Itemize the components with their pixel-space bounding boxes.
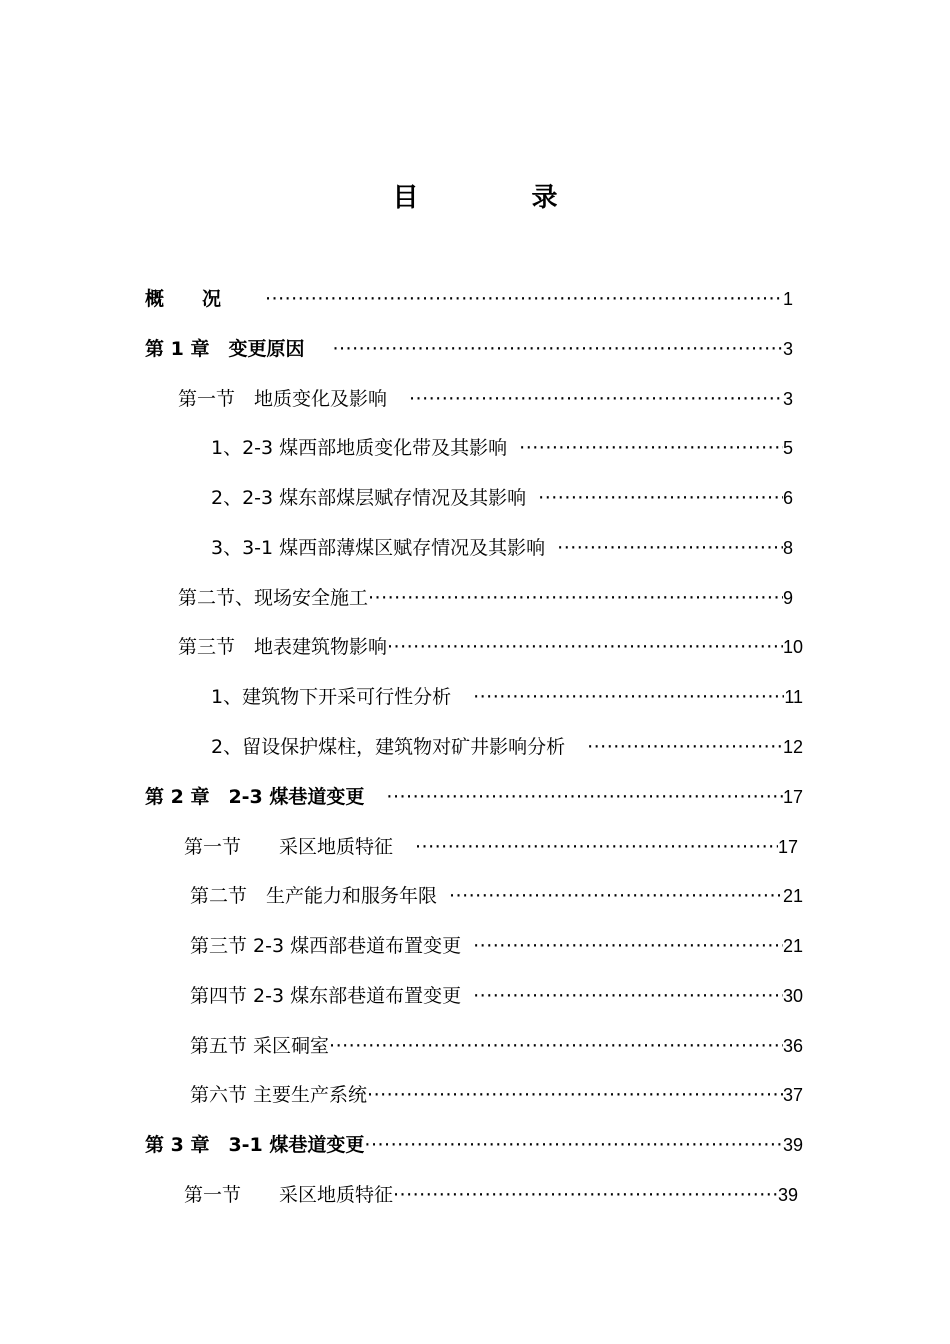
toc-leader-dots	[368, 582, 783, 614]
toc-leader-dots	[409, 383, 783, 415]
toc-entry-page: 9	[782, 588, 793, 608]
toc-entry-page: 37	[782, 1085, 803, 1105]
toc-entry-page: 12	[782, 737, 803, 757]
toc-entry-label: 第 1 章 变更原因	[145, 338, 305, 360]
toc-entry-page: 39	[782, 1135, 803, 1155]
toc-entry-label: 第五节 采区硐室	[190, 1035, 330, 1057]
toc-entry[interactable]	[190, 930, 803, 962]
toc-entry-page: 17	[777, 837, 798, 857]
toc-leader-dots	[364, 1129, 783, 1161]
toc-title: 目 录	[392, 183, 610, 213]
toc-leader-dots	[519, 432, 783, 464]
toc-entry-page: 1	[782, 289, 793, 309]
toc-entry-page: 5	[782, 438, 793, 458]
toc-entry-page: 36	[782, 1036, 803, 1056]
toc-entry-page: 17	[782, 787, 803, 807]
toc-entry[interactable]	[190, 980, 803, 1012]
toc-leader-dots	[415, 831, 778, 863]
toc-entry-page: 11	[784, 687, 803, 707]
toc-leader-dots	[473, 930, 783, 962]
toc-entry[interactable]	[211, 432, 793, 464]
toc-leader-dots	[393, 1179, 778, 1211]
toc-entry-label: 第二节、现场安全施工	[178, 587, 369, 609]
toc-entry-page: 39	[777, 1185, 798, 1205]
toc-entry[interactable]	[178, 582, 793, 614]
toc-entry[interactable]	[145, 333, 793, 365]
toc-entry-label: 1、建筑物下开采可行性分析	[211, 686, 452, 708]
toc-entry[interactable]	[211, 731, 803, 763]
toc-entry-label: 1、2-3 煤西部地质变化带及其影响	[211, 437, 508, 459]
toc-entry-label: 第一节 采区地质特征	[184, 836, 394, 858]
toc-leader-dots	[386, 781, 783, 813]
toc-entry-label: 第一节 地质变化及影响	[178, 388, 388, 410]
toc-leader-dots	[473, 980, 783, 1012]
toc-leader-dots	[473, 681, 784, 713]
toc-entry[interactable]	[190, 1030, 803, 1062]
toc-entry-label: 概 况	[145, 288, 222, 310]
toc-entry[interactable]	[178, 631, 803, 663]
toc-entry-page: 6	[782, 488, 793, 508]
toc-leader-dots	[332, 333, 783, 365]
toc-entry[interactable]	[145, 1129, 803, 1161]
toc-entry-page: 3	[782, 339, 793, 359]
toc-entry-page: 10	[782, 637, 803, 657]
toc-entry-page: 3	[782, 389, 793, 409]
toc-entry-label: 3、3-1 煤西部薄煤区赋存情况及其影响	[211, 537, 546, 559]
toc-entry-label: 第三节 2-3 煤西部巷道布置变更	[190, 935, 462, 957]
toc-entry-label: 第一节 采区地质特征	[184, 1184, 394, 1206]
toc-entry-label: 第六节 主要生产系统	[190, 1084, 368, 1106]
toc-entry[interactable]	[190, 880, 803, 912]
toc-leader-dots	[449, 880, 783, 912]
toc-entry-page: 21	[782, 886, 803, 906]
toc-entry[interactable]	[145, 781, 803, 813]
toc-leader-dots	[265, 283, 783, 315]
toc-entry-page: 21	[782, 936, 803, 956]
toc-entry-label: 第二节 生产能力和服务年限	[190, 885, 438, 907]
toc-leader-dots	[557, 532, 783, 564]
toc-entry[interactable]	[211, 681, 803, 713]
toc-entry[interactable]	[211, 532, 793, 564]
toc-entry[interactable]	[184, 1179, 798, 1211]
toc-entry-label: 2、2-3 煤东部煤层赋存情况及其影响	[211, 487, 527, 509]
toc-entry[interactable]	[211, 482, 793, 514]
toc-entry-label: 第 3 章 3-1 煤巷道变更	[145, 1134, 365, 1156]
toc-entry[interactable]	[178, 383, 793, 415]
toc-entry[interactable]	[184, 831, 798, 863]
toc-entry-label: 第四节 2-3 煤东部巷道布置变更	[190, 985, 462, 1007]
toc-entry-label: 第 2 章 2-3 煤巷道变更	[145, 786, 365, 808]
toc-entry[interactable]	[145, 283, 793, 315]
toc-leader-dots	[367, 1079, 783, 1111]
toc-entry[interactable]	[190, 1079, 803, 1111]
toc-leader-dots	[538, 482, 783, 514]
toc-entry-page: 8	[782, 538, 793, 558]
toc-entry-label: 第三节 地表建筑物影响	[178, 636, 388, 658]
toc-leader-dots	[329, 1030, 783, 1062]
toc-entry-page: 30	[782, 986, 803, 1006]
toc-leader-dots	[387, 631, 783, 663]
toc-entry-label: 2、留设保护煤柱，建筑物对矿井影响分析	[211, 736, 566, 758]
toc-leader-dots	[587, 731, 783, 763]
